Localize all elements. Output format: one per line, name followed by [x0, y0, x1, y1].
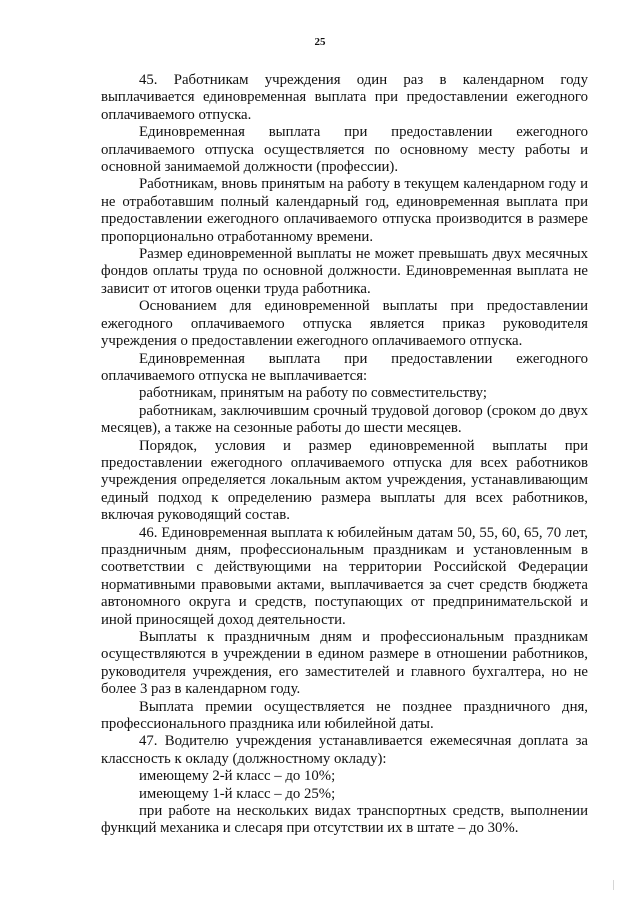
list-item-class-2: имеющему 2-й класс – до 10%;: [139, 768, 336, 785]
document-body: [101, 72, 588, 838]
list-item-class-1: имеющему 1-й класс – до 25%;: [139, 785, 336, 802]
paragraph-procedure: Порядок, условия и размер единовременной выплаты при предоставлении ежегодного оплачиваемого отпуска для всех работников учреждения определяется локальным актом учреждения, устанавливающим единый подход к определению размера выплаты для всех работников, включая руководящий состав.: [101, 437, 588, 524]
paragraph-not-paid-intro: Единовременная выплата при предоставлении ежегодного оплачиваемого отпуска не выплачивается:: [101, 350, 588, 384]
page-number: 25: [314, 36, 326, 48]
list-item-fixed-term: работникам, заключившим срочный трудовой договор (сроком до двух месяцев), а также на сезонные работы до шести месяцев.: [101, 402, 588, 437]
paragraph-main-place-of-work: Единовременная выплата при предоставлении ежегодного оплачиваемого отпуска осуществляется по основному месту работы и основной занимаемой должности (профессии).: [101, 124, 588, 176]
paragraph-bonus-timing: Выплата премии осуществляется не позднее праздничного дня, профессионального праздника или юбилейной даты.: [101, 698, 588, 733]
paragraph-47: 47. Водителю учреждения устанавливается ежемесячная доплата за классность к окладу (должностному окладу):: [101, 733, 588, 767]
scan-edge-mark: [613, 880, 618, 890]
list-item-part-time: работникам, принятым на работу по совместительству;: [139, 385, 487, 402]
paragraph-payment-limit: Размер единовременной выплаты не может превышать двух месячных фондов оплаты труда по основной должности. Единовременная выплата не зависит от итогов оценки труда работника.: [101, 246, 588, 297]
paragraph-holiday-payments: Выплаты к праздничным дням и профессиональным праздникам осуществляются в учреждении в едином размере в отношении работников, руководителя учреждения, его заместителей и главного бухгалтера, но не более 3 раз в календарном году.: [101, 629, 588, 698]
paragraph-basis-order: Основанием для единовременной выплаты при предоставлении ежегодного оплачиваемого отпуска является приказ руководителя учреждения о предоставлении ежегодного оплачиваемого отпуска.: [101, 298, 588, 350]
list-item-multiple-vehicles: при работе на нескольких видах транспортных средств, выполнении функций механика и слесаря при отсутствии их в штате – до 30%.: [101, 803, 588, 837]
paragraph-45: 45. Работникам учреждения один раз в календарном году выплачивается единовременная выплата при предоставлении ежегодного оплачиваемого отпуска.: [101, 72, 588, 123]
paragraph-46: 46. Единовременная выплата к юбилейным датам 50, 55, 60, 65, 70 лет, праздничным дням, профессиональным праздникам и установленным в соответствии с действующими на территории Российской Федерации нормативными правовыми актами, выплачивается за счет средств бюджета автономного округа и средств, поступающих от предпринимательской и иной приносящей доход деятельности.: [101, 524, 588, 628]
paragraph-new-employees: Работникам, вновь принятым на работу в текущем календарном году и не отработавшим полный календарный год, единовременная выплата при предоставлении ежегодного оплачиваемого отпуска производится в размере пропорционально отработанному времени.: [101, 176, 588, 245]
